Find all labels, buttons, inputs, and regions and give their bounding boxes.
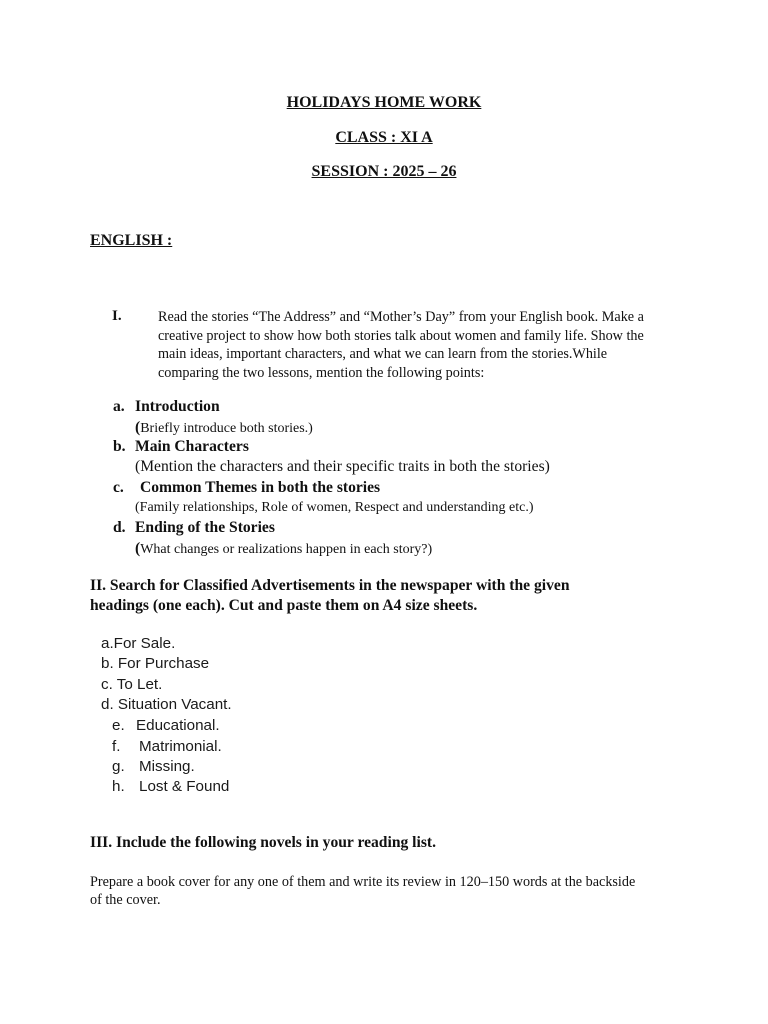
point-heading: Main Characters	[135, 438, 249, 455]
point-marker: d.	[113, 519, 126, 536]
list-item-marker: g.	[112, 758, 125, 775]
section-1-line: Read the stories “The Address” and “Mother’s Day” from your English book. Make a	[158, 309, 644, 325]
list-item-text: Educational.	[136, 717, 220, 734]
list-item: d. Situation Vacant.	[101, 696, 232, 713]
point-heading: Introduction	[135, 398, 220, 415]
list-item-marker: e.	[112, 717, 125, 734]
section-1-numeral: I.	[112, 308, 122, 324]
subject-heading: ENGLISH :	[90, 232, 173, 249]
point-marker: b.	[113, 438, 126, 455]
session-heading: SESSION : 2025 – 26	[311, 163, 457, 180]
section-3-line: Prepare a book cover for any one of them and write its review in 120–150 words at the backside	[90, 874, 636, 890]
class-heading: CLASS : XI A	[335, 129, 433, 146]
point-marker: a.	[113, 398, 125, 415]
list-item-marker: h.	[112, 778, 125, 795]
section-3-line: of the cover.	[90, 892, 161, 908]
section-2-heading: II. Search for Classified Advertisements in the newspaper with the given	[90, 577, 570, 594]
document-title: HOLIDAYS HOME WORK	[286, 94, 482, 111]
list-item-marker: f.	[112, 738, 121, 755]
list-item-text: Matrimonial.	[139, 738, 222, 755]
section-2-heading: headings (one each). Cut and paste them on A4 size sheets.	[90, 597, 478, 614]
section-1-line: creative project to show how both stories talk about women and family life. Show the	[158, 327, 644, 344]
point-detail: (What changes or realizations happen in each story?)	[135, 540, 433, 557]
list-item-text: Missing.	[139, 758, 195, 775]
section-1-line: main ideas, important characters, and what we can learn from the stories.While	[158, 346, 608, 362]
section-1-line: comparing the two lessons, mention the following points:	[158, 364, 485, 381]
point-marker: c.	[113, 479, 124, 496]
list-item: a.For Sale.	[101, 635, 176, 652]
list-item: b. For Purchase	[101, 655, 210, 672]
point-heading: Ending of the Stories	[135, 519, 275, 536]
section-3-heading: III. Include the following novels in your reading list.	[90, 834, 437, 851]
point-detail: (Mention the characters and their specific traits in both the stories)	[135, 458, 550, 475]
list-item-text: Lost & Found	[139, 778, 230, 795]
list-item: c. To Let.	[101, 676, 163, 693]
point-detail: (Briefly introduce both stories.)	[135, 419, 313, 436]
point-detail: (Family relationships, Role of women, Respect and understanding etc.)	[135, 500, 534, 515]
point-heading: Common Themes in both the stories	[140, 479, 381, 496]
